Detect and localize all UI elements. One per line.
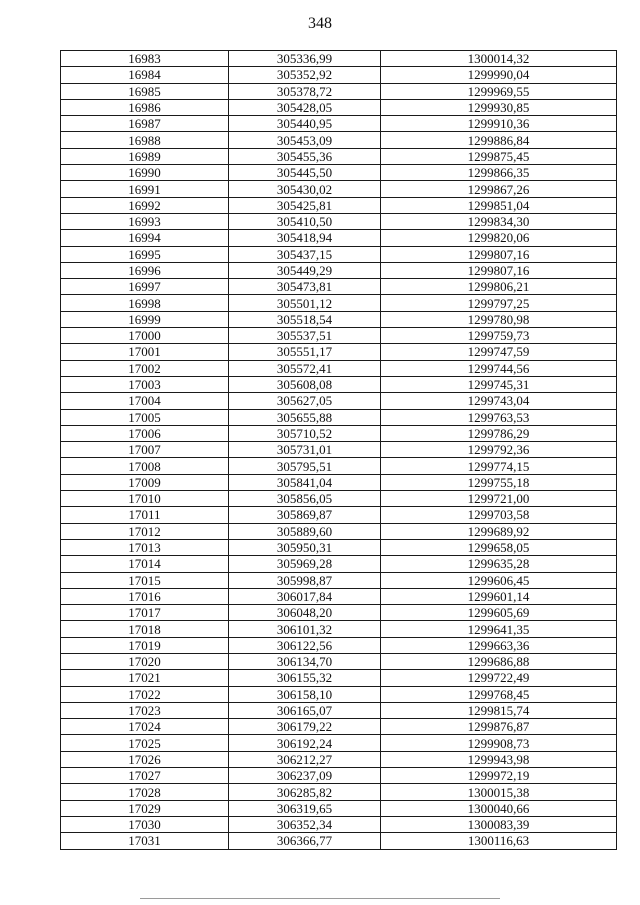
x-coordinate-cell: 305518,54	[229, 311, 381, 327]
x-coordinate-cell: 305437,15	[229, 246, 381, 262]
y-coordinate-cell: 1300015,38	[381, 784, 617, 800]
table-row	[61, 653, 617, 669]
table-row	[61, 409, 617, 425]
point-number-cell: 16993	[61, 213, 229, 229]
point-number-cell: 17008	[61, 458, 229, 474]
x-coordinate-cell: 305445,50	[229, 165, 381, 181]
table-row	[61, 344, 617, 360]
point-number-cell: 16992	[61, 197, 229, 213]
point-number-cell: 17003	[61, 376, 229, 392]
point-number-cell: 17030	[61, 816, 229, 832]
table-row	[61, 768, 617, 784]
x-coordinate-cell: 306192,24	[229, 735, 381, 751]
x-coordinate-cell: 305449,29	[229, 262, 381, 278]
table-row	[61, 425, 617, 441]
table-row	[61, 702, 617, 718]
y-coordinate-cell: 1299807,16	[381, 262, 617, 278]
table-row	[61, 458, 617, 474]
table-row	[61, 230, 617, 246]
y-coordinate-cell: 1300014,32	[381, 51, 617, 67]
point-number-cell: 17031	[61, 833, 229, 849]
table-row	[61, 376, 617, 392]
bottom-rule	[140, 898, 500, 899]
x-coordinate-cell: 305731,01	[229, 442, 381, 458]
x-coordinate-cell: 305889,60	[229, 523, 381, 539]
x-coordinate-cell: 306237,09	[229, 768, 381, 784]
x-coordinate-cell: 305710,52	[229, 425, 381, 441]
point-number-cell: 17010	[61, 491, 229, 507]
x-coordinate-cell: 305352,92	[229, 67, 381, 83]
y-coordinate-cell: 1299943,98	[381, 751, 617, 767]
point-number-cell: 16989	[61, 148, 229, 164]
table-row	[61, 99, 617, 115]
point-number-cell: 17023	[61, 702, 229, 718]
point-number-cell: 17022	[61, 686, 229, 702]
table-row	[61, 800, 617, 816]
table-row	[61, 181, 617, 197]
x-coordinate-cell: 306285,82	[229, 784, 381, 800]
x-coordinate-cell: 306155,32	[229, 670, 381, 686]
x-coordinate-cell: 306101,32	[229, 621, 381, 637]
y-coordinate-cell: 1299930,85	[381, 99, 617, 115]
x-coordinate-cell: 305950,31	[229, 539, 381, 555]
y-coordinate-cell: 1299768,45	[381, 686, 617, 702]
y-coordinate-cell: 1299601,14	[381, 588, 617, 604]
y-coordinate-cell: 1299792,36	[381, 442, 617, 458]
y-coordinate-cell: 1299972,19	[381, 768, 617, 784]
point-number-cell: 17024	[61, 719, 229, 735]
point-number-cell: 16983	[61, 51, 229, 67]
point-number-cell: 17015	[61, 572, 229, 588]
x-coordinate-cell: 305473,81	[229, 279, 381, 295]
table-row	[61, 686, 617, 702]
point-number-cell: 16985	[61, 83, 229, 99]
x-coordinate-cell: 306319,65	[229, 800, 381, 816]
table-row	[61, 67, 617, 83]
point-number-cell: 16997	[61, 279, 229, 295]
x-coordinate-cell: 305418,94	[229, 230, 381, 246]
x-coordinate-cell: 305655,88	[229, 409, 381, 425]
y-coordinate-cell: 1299658,05	[381, 539, 617, 555]
x-coordinate-cell: 306352,34	[229, 816, 381, 832]
y-coordinate-cell: 1299815,74	[381, 702, 617, 718]
point-number-cell: 17001	[61, 344, 229, 360]
y-coordinate-cell: 1299806,21	[381, 279, 617, 295]
y-coordinate-cell: 1299606,45	[381, 572, 617, 588]
y-coordinate-cell: 1299910,36	[381, 116, 617, 132]
y-coordinate-cell: 1299867,26	[381, 181, 617, 197]
y-coordinate-cell: 1299689,92	[381, 523, 617, 539]
y-coordinate-cell: 1299663,36	[381, 637, 617, 653]
y-coordinate-cell: 1299876,87	[381, 719, 617, 735]
x-coordinate-cell: 305856,05	[229, 491, 381, 507]
point-number-cell: 16999	[61, 311, 229, 327]
point-number-cell: 17004	[61, 393, 229, 409]
x-coordinate-cell: 306366,77	[229, 833, 381, 849]
point-number-cell: 17029	[61, 800, 229, 816]
table-row	[61, 833, 617, 849]
x-coordinate-cell: 306179,22	[229, 719, 381, 735]
x-coordinate-cell: 305627,05	[229, 393, 381, 409]
x-coordinate-cell: 305795,51	[229, 458, 381, 474]
point-number-cell: 17028	[61, 784, 229, 800]
y-coordinate-cell: 1300040,66	[381, 800, 617, 816]
table-row	[61, 165, 617, 181]
table-row	[61, 605, 617, 621]
point-number-cell: 16995	[61, 246, 229, 262]
y-coordinate-cell: 1299807,16	[381, 246, 617, 262]
table-row	[61, 670, 617, 686]
point-number-cell: 17011	[61, 507, 229, 523]
x-coordinate-cell: 305440,95	[229, 116, 381, 132]
y-coordinate-cell: 1299886,84	[381, 132, 617, 148]
y-coordinate-cell: 1299780,98	[381, 311, 617, 327]
table-row	[61, 213, 617, 229]
point-number-cell: 17000	[61, 328, 229, 344]
x-coordinate-cell: 305425,81	[229, 197, 381, 213]
x-coordinate-cell: 305410,50	[229, 213, 381, 229]
x-coordinate-cell: 305428,05	[229, 99, 381, 115]
y-coordinate-cell: 1299721,00	[381, 491, 617, 507]
y-coordinate-cell: 1299686,88	[381, 653, 617, 669]
y-coordinate-cell: 1299834,30	[381, 213, 617, 229]
point-number-cell: 16988	[61, 132, 229, 148]
x-coordinate-cell: 305969,28	[229, 556, 381, 572]
table-row	[61, 295, 617, 311]
table-row	[61, 621, 617, 637]
point-number-cell: 16994	[61, 230, 229, 246]
table-row	[61, 784, 617, 800]
y-coordinate-cell: 1299641,35	[381, 621, 617, 637]
x-coordinate-cell: 306158,10	[229, 686, 381, 702]
y-coordinate-cell: 1299866,35	[381, 165, 617, 181]
table-row	[61, 735, 617, 751]
point-number-cell: 17017	[61, 605, 229, 621]
point-number-cell: 17005	[61, 409, 229, 425]
table-row	[61, 246, 617, 262]
point-number-cell: 16996	[61, 262, 229, 278]
y-coordinate-cell: 1299755,18	[381, 474, 617, 490]
x-coordinate-cell: 306212,27	[229, 751, 381, 767]
coordinates-table-body	[61, 51, 617, 850]
y-coordinate-cell: 1299969,55	[381, 83, 617, 99]
y-coordinate-cell: 1300083,39	[381, 816, 617, 832]
y-coordinate-cell: 1299786,29	[381, 425, 617, 441]
table-row	[61, 83, 617, 99]
point-number-cell: 16986	[61, 99, 229, 115]
x-coordinate-cell: 305869,87	[229, 507, 381, 523]
x-coordinate-cell: 305537,51	[229, 328, 381, 344]
table-row	[61, 751, 617, 767]
table-row	[61, 474, 617, 490]
table-row	[61, 262, 617, 278]
point-number-cell: 17009	[61, 474, 229, 490]
point-number-cell: 17021	[61, 670, 229, 686]
point-number-cell: 17014	[61, 556, 229, 572]
point-number-cell: 16987	[61, 116, 229, 132]
x-coordinate-cell: 305336,99	[229, 51, 381, 67]
x-coordinate-cell: 306122,56	[229, 637, 381, 653]
y-coordinate-cell: 1299743,04	[381, 393, 617, 409]
y-coordinate-cell: 1299722,49	[381, 670, 617, 686]
table-row	[61, 523, 617, 539]
table-row	[61, 539, 617, 555]
point-number-cell: 17013	[61, 539, 229, 555]
table-row	[61, 51, 617, 67]
y-coordinate-cell: 1299745,31	[381, 376, 617, 392]
point-number-cell: 17027	[61, 768, 229, 784]
table-row	[61, 328, 617, 344]
point-number-cell: 17025	[61, 735, 229, 751]
table-row	[61, 116, 617, 132]
page-number: 348	[308, 15, 332, 32]
table-row	[61, 197, 617, 213]
point-number-cell: 17020	[61, 653, 229, 669]
table-row	[61, 719, 617, 735]
table-row	[61, 148, 617, 164]
x-coordinate-cell: 306134,70	[229, 653, 381, 669]
point-number-cell: 17006	[61, 425, 229, 441]
table-row	[61, 360, 617, 376]
x-coordinate-cell: 305608,08	[229, 376, 381, 392]
y-coordinate-cell: 1299759,73	[381, 328, 617, 344]
table-row	[61, 816, 617, 832]
x-coordinate-cell: 305998,87	[229, 572, 381, 588]
table-row	[61, 572, 617, 588]
y-coordinate-cell: 1300116,63	[381, 833, 617, 849]
table-row	[61, 637, 617, 653]
point-number-cell: 17012	[61, 523, 229, 539]
table-row	[61, 442, 617, 458]
x-coordinate-cell: 305841,04	[229, 474, 381, 490]
y-coordinate-cell: 1299747,59	[381, 344, 617, 360]
y-coordinate-cell: 1299703,58	[381, 507, 617, 523]
x-coordinate-cell: 306165,07	[229, 702, 381, 718]
table-row	[61, 556, 617, 572]
coordinates-table	[60, 50, 617, 850]
y-coordinate-cell: 1299763,53	[381, 409, 617, 425]
x-coordinate-cell: 306017,84	[229, 588, 381, 604]
x-coordinate-cell: 305455,36	[229, 148, 381, 164]
point-number-cell: 17018	[61, 621, 229, 637]
table-row	[61, 491, 617, 507]
y-coordinate-cell: 1299797,25	[381, 295, 617, 311]
y-coordinate-cell: 1299820,06	[381, 230, 617, 246]
y-coordinate-cell: 1299990,04	[381, 67, 617, 83]
x-coordinate-cell: 305378,72	[229, 83, 381, 99]
point-number-cell: 17026	[61, 751, 229, 767]
y-coordinate-cell: 1299875,45	[381, 148, 617, 164]
y-coordinate-cell: 1299908,73	[381, 735, 617, 751]
table-row	[61, 279, 617, 295]
x-coordinate-cell: 306048,20	[229, 605, 381, 621]
table-row	[61, 588, 617, 604]
x-coordinate-cell: 305453,09	[229, 132, 381, 148]
point-number-cell: 16990	[61, 165, 229, 181]
y-coordinate-cell: 1299774,15	[381, 458, 617, 474]
point-number-cell: 16998	[61, 295, 229, 311]
y-coordinate-cell: 1299851,04	[381, 197, 617, 213]
point-number-cell: 17002	[61, 360, 229, 376]
point-number-cell: 17007	[61, 442, 229, 458]
y-coordinate-cell: 1299605,69	[381, 605, 617, 621]
point-number-cell: 16984	[61, 67, 229, 83]
x-coordinate-cell: 305430,02	[229, 181, 381, 197]
table-row	[61, 132, 617, 148]
y-coordinate-cell: 1299744,56	[381, 360, 617, 376]
point-number-cell: 17019	[61, 637, 229, 653]
y-coordinate-cell: 1299635,28	[381, 556, 617, 572]
point-number-cell: 17016	[61, 588, 229, 604]
point-number-cell: 16991	[61, 181, 229, 197]
x-coordinate-cell: 305572,41	[229, 360, 381, 376]
table-row	[61, 311, 617, 327]
table-row	[61, 393, 617, 409]
x-coordinate-cell: 305501,12	[229, 295, 381, 311]
x-coordinate-cell: 305551,17	[229, 344, 381, 360]
table-row	[61, 507, 617, 523]
